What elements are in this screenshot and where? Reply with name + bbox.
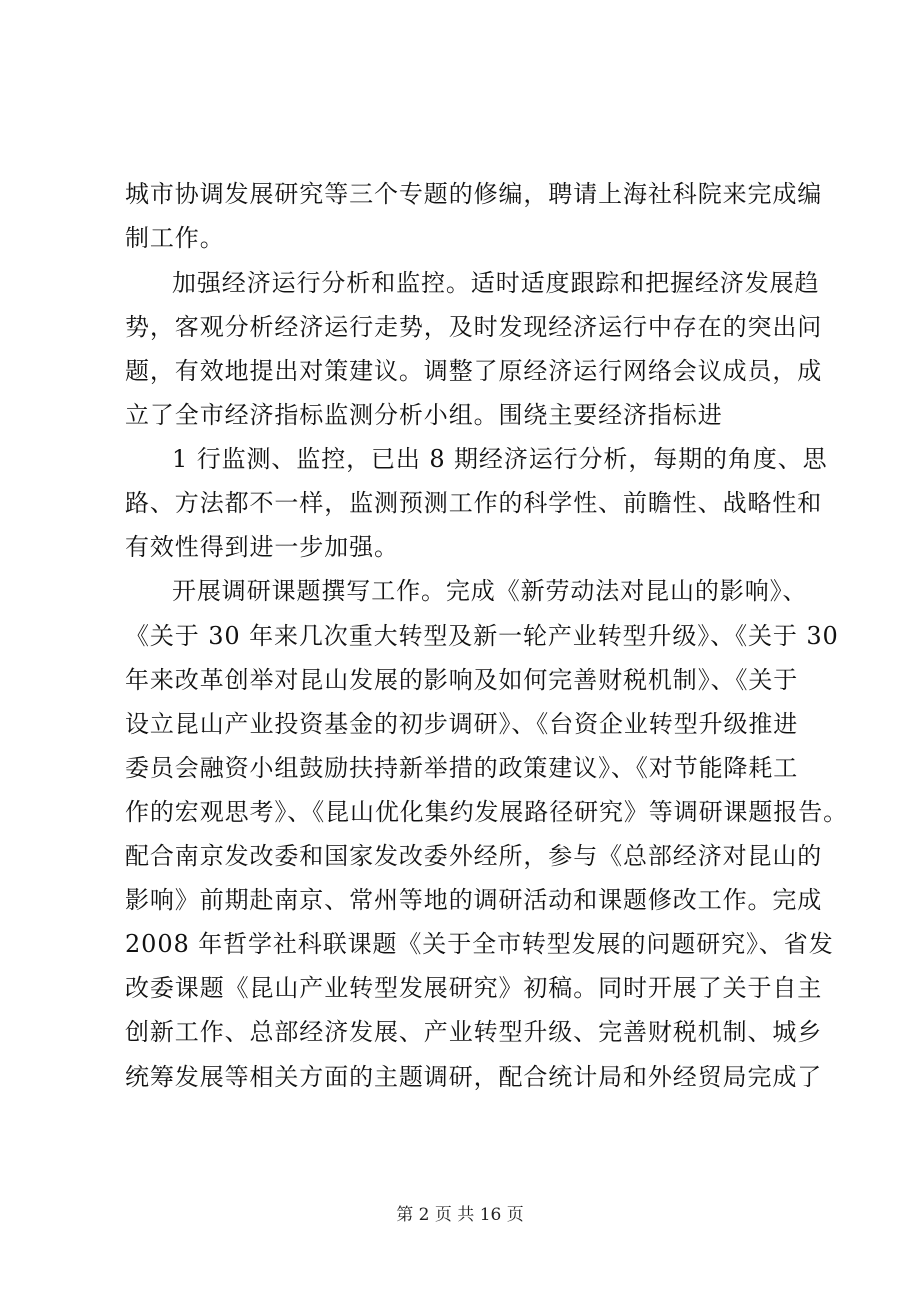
text-line: 路、方法都不一样，监测预测工作的科学性、前瞻性、战略性和 xyxy=(125,489,823,517)
paragraph-start-line: 开展调研课题撰写工作。完成《新劳动法对昆山的影响》、 xyxy=(172,577,808,605)
text-line: 改委课题《昆山产业转型发展研究》初稿。同时开展了关于自主 xyxy=(125,974,823,1002)
page-number-footer: 第 2 页 共 16 页 xyxy=(396,1205,524,1225)
text-line: 2008 年哲学社科联课题《关于全市转型发展的问题研究》、省发 xyxy=(125,930,834,958)
text-line: 委员会融资小组鼓励扶持新举措的政策建议》、《对节能降耗工 xyxy=(125,754,799,782)
text-line: 城市协调发展研究等三个专题的修编，聘请上海社科院来完成编 xyxy=(125,180,823,208)
text-line: 设立昆山产业投资基金的初步调研》、《台资企业转型升级推进 xyxy=(125,710,799,738)
paragraph-start-line: 加强经济运行分析和监控。适时适度跟踪和把握经济发展趋 xyxy=(172,269,820,297)
text-line: 年来改革创举对昆山发展的影响及如何完善财税机制》、《关于 xyxy=(125,666,799,694)
text-line: 制工作。 xyxy=(125,224,225,252)
text-line: 统筹发展等相关方面的主题调研，配合统计局和外经贸局完成了 xyxy=(125,1063,823,1091)
text-line: 影响》前期赴南京、常州等地的调研活动和课题修改工作。完成 xyxy=(125,886,823,914)
text-line: 势，客观分析经济运行走势，及时发现经济运行中存在的突出问 xyxy=(125,313,823,341)
text-line: 创新工作、总部经济发展、产业转型升级、完善财税机制、城乡 xyxy=(125,1018,823,1046)
text-line: 配合南京发改委和国家发改委外经所，参与《总部经济对昆山的 xyxy=(125,842,823,870)
text-line: 《关于 30 年来几次重大转型及新一轮产业转型升级》、《关于 30 xyxy=(125,622,839,650)
text-line: 题，有效地提出对策建议。调整了原经济运行网络会议成员，成 xyxy=(125,357,823,385)
text-line: 作的宏观思考》、《昆山优化集约发展路径研究》等调研课题报告。 xyxy=(125,798,848,826)
paragraph-start-line: 1 行监测、监控，已出 8 期经济运行分析，每期的角度、思 xyxy=(172,445,828,473)
text-line: 立了全市经济指标监测分析小组。围绕主要经济指标进 xyxy=(125,401,723,429)
text-line: 有效性得到进一步加强。 xyxy=(125,533,399,561)
